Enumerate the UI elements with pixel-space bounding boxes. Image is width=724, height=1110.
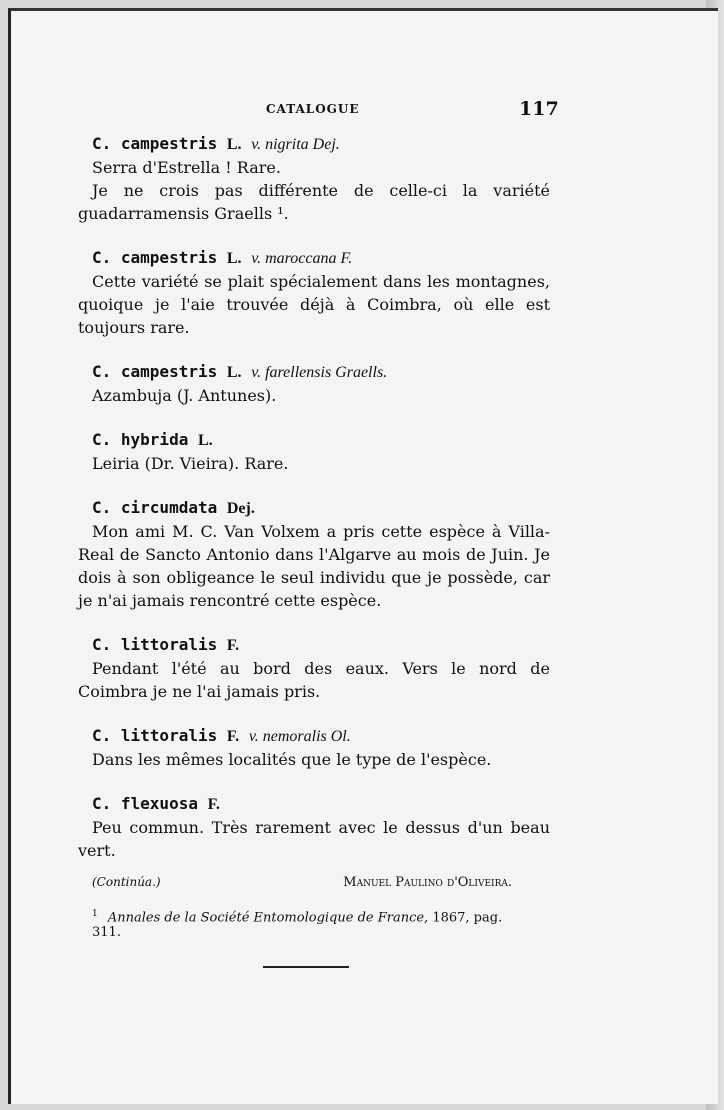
species-author: L. — [197, 432, 213, 449]
entry-title — [78, 496, 550, 520]
species-name: C. circumdata — [92, 498, 218, 517]
species-name: C. littoralis — [92, 635, 218, 654]
entry-text: Leiria (Dr. Vieira). Rare. — [92, 454, 289, 473]
species-name: C. littoralis — [92, 726, 218, 745]
catalogue-entry — [78, 246, 550, 339]
species-author: F. — [226, 637, 240, 654]
species-name: C. flexuosa — [92, 794, 198, 813]
entry-title — [78, 633, 550, 657]
species-variety: v. farellensis Graells. — [251, 364, 388, 381]
entry-title — [78, 132, 550, 156]
continued-note: (Continúa.) — [92, 875, 161, 889]
species-author: Dej. — [226, 500, 255, 517]
species-author: L. — [226, 250, 242, 267]
entry-text: Cette variété se plait spécialement dans les montagnes, quoique je l'aie trouvée déjà à Coimbra, où elle est toujours rare. — [78, 272, 550, 337]
species-name: C. hybrida — [92, 430, 189, 449]
entry-text: Serra d'Estrella ! Rare. — [92, 158, 281, 177]
entry-text: Dans les mêmes localités que le type de l'espèce. — [92, 750, 492, 769]
species-variety: v. nigrita Dej. — [251, 136, 340, 153]
catalogue-entry — [78, 633, 550, 703]
entry-title — [78, 792, 550, 816]
species-variety: v. nemoralis Ol. — [248, 728, 351, 745]
catalogue-content — [78, 132, 550, 862]
species-author: F. — [207, 796, 220, 813]
footnote-reference: 1867, pag. 311. — [92, 910, 503, 941]
species-author: L. — [226, 364, 242, 381]
species-name: C. campestris — [92, 248, 218, 267]
page-number: 117 — [519, 98, 559, 120]
author-signature: Manuel Paulino d'Oliveira. — [343, 875, 512, 890]
catalogue-entry — [78, 496, 550, 612]
catalogue-entry — [78, 360, 550, 407]
signature-line — [92, 875, 512, 889]
catalogue-entry — [78, 792, 550, 862]
species-name: C. campestris — [92, 134, 218, 153]
entry-title — [78, 724, 550, 748]
entry-text: Pendant l'été au bord des eaux. Vers le nord de Coimbra je ne l'ai jamais pris. — [78, 659, 550, 701]
species-variety: v. maroccana F. — [251, 250, 353, 267]
footnote-text: Annales de la Société Entomologique de France, — [107, 910, 429, 926]
entry-title — [78, 246, 550, 270]
species-author: L. — [226, 136, 242, 153]
entry-text: Azambuja (J. Antunes). — [92, 386, 277, 405]
catalogue-entry — [78, 428, 550, 475]
catalogue-entry — [78, 132, 550, 225]
catalogue-entry — [78, 724, 550, 771]
entry-text: Mon ami M. C. Van Volxem a pris cette espèce à Villa-Real de Sancto Antonio dans l'Algarve au mois de Juin. Je dois à son obligeance le seul individu que je possède, car je n'ai jamais rencontré cette espèce. — [78, 522, 550, 610]
running-title: CATALOGUE — [266, 102, 360, 116]
entry-text: Je ne crois pas différente de celle-ci la variété guadarramensis Graells ¹. — [78, 181, 550, 223]
footnote-marker: 1 — [92, 909, 98, 919]
species-author: F. — [226, 728, 240, 745]
entry-title — [78, 360, 550, 384]
end-rule — [263, 966, 349, 968]
entry-text: Peu commun. Très rarement avec le dessus d'un beau vert. — [78, 818, 550, 860]
entry-title — [78, 428, 550, 452]
footnote — [92, 909, 522, 940]
species-name: C. campestris — [92, 362, 218, 381]
